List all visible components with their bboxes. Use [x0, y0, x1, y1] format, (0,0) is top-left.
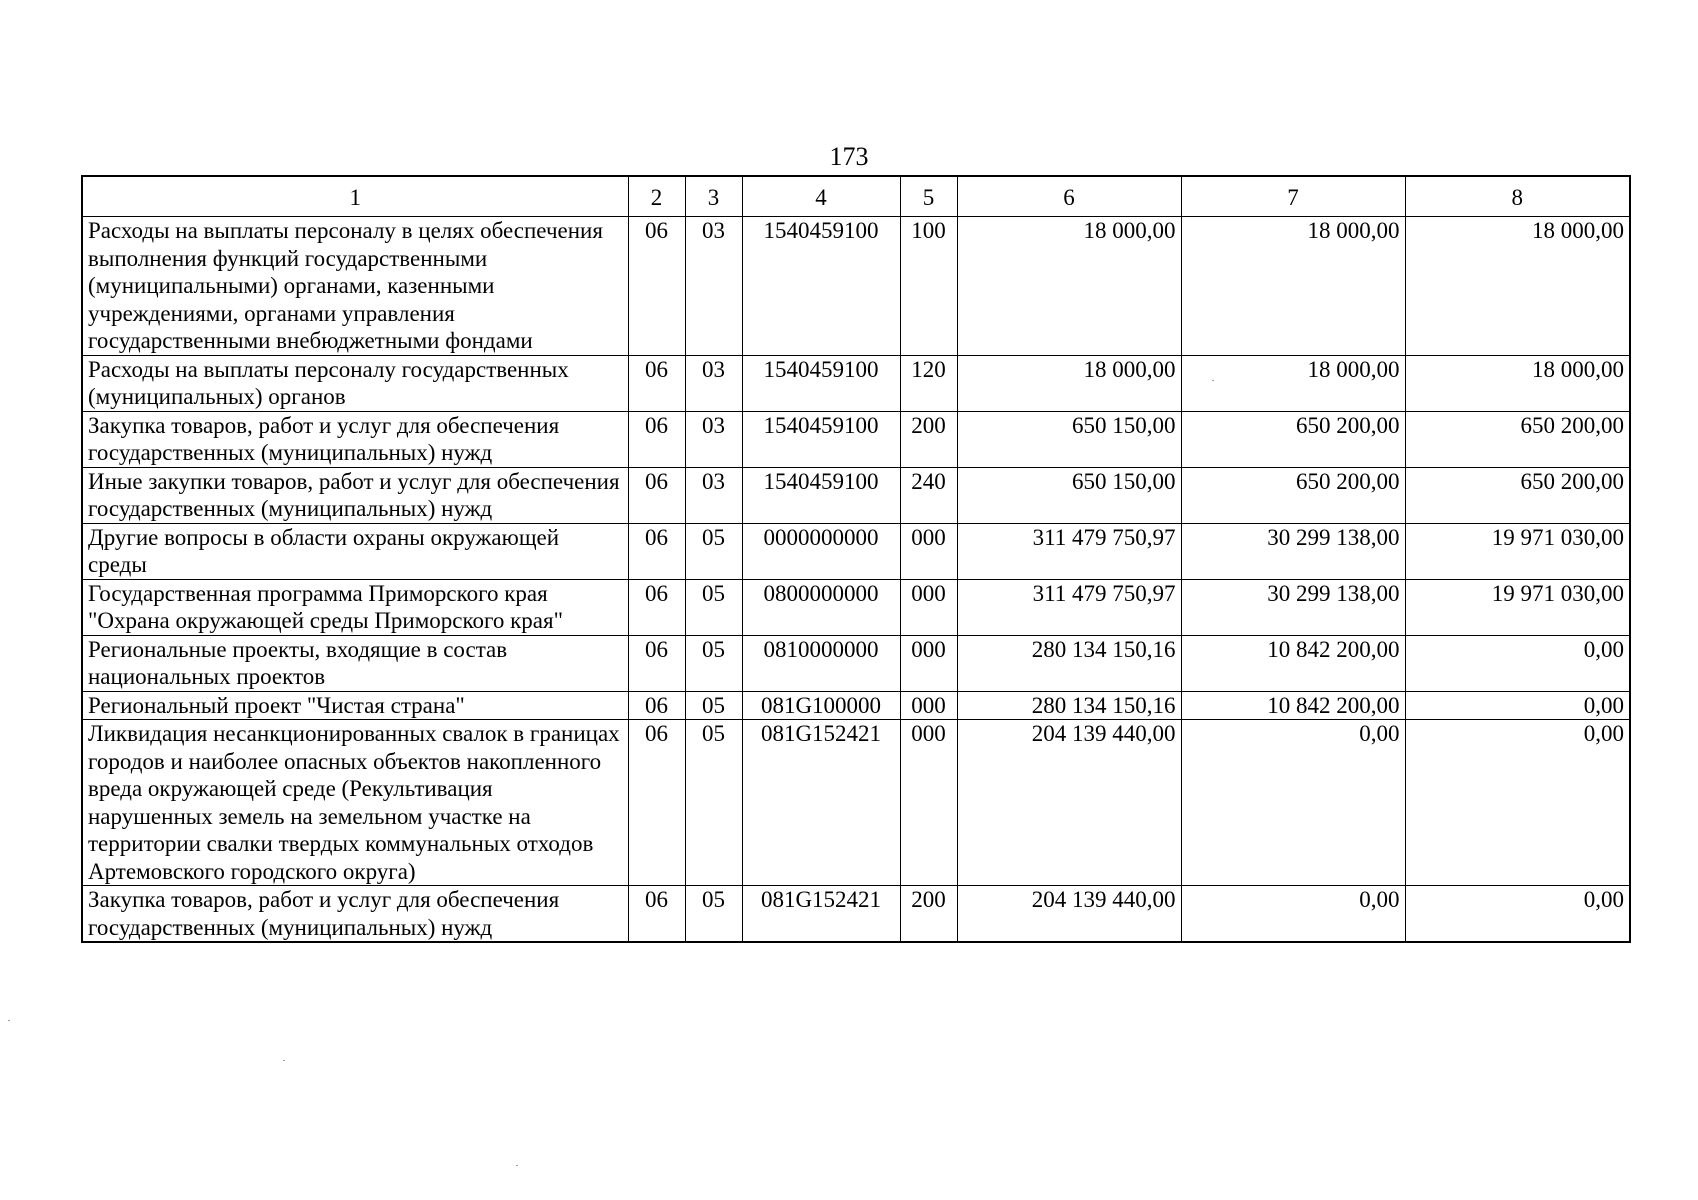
column-header: 4 [742, 176, 900, 217]
cell-amount-col8: 18 000,00 [1405, 355, 1630, 411]
cell-amount-col8: 0,00 [1405, 691, 1630, 720]
cell-target-article: 0800000000 [742, 579, 900, 635]
cell-description: Региональные проекты, входящие в состав национальных проектов [82, 635, 628, 691]
scan-speck [283, 1060, 285, 1061]
cell-section: 06 [628, 691, 685, 720]
cell-amount-col8: 0,00 [1405, 886, 1630, 943]
table-row [82, 579, 1630, 635]
cell-amount-col6: 280 134 150,16 [957, 635, 1181, 691]
column-header: 6 [957, 176, 1181, 217]
cell-description: Государственная программа Приморского края "Охрана окружающей среды Приморского края" [82, 579, 628, 635]
cell-target-article: 0810000000 [742, 635, 900, 691]
cell-expense-type: 000 [900, 635, 957, 691]
cell-amount-col7: 30 299 138,00 [1181, 579, 1405, 635]
cell-expense-type: 120 [900, 355, 957, 411]
cell-subsection: 03 [685, 217, 742, 356]
cell-description: Ликвидация несанкционированных свалок в границах городов и наиболее опасных объектов накопленного вреда окружающей среде (Рекультивация нарушенных земель на земельном участке на территории свалки твердых коммунальных отходов Артемовского городского округа) [82, 720, 628, 886]
scan-speck [516, 1165, 518, 1166]
cell-amount-col7: 10 842 200,00 [1181, 635, 1405, 691]
cell-expense-type: 100 [900, 217, 957, 356]
cell-amount-col6: 204 139 440,00 [957, 886, 1181, 943]
cell-amount-col7: 10 842 200,00 [1181, 691, 1405, 720]
cell-target-article: 081G100000 [742, 691, 900, 720]
cell-section: 06 [628, 635, 685, 691]
cell-section: 06 [628, 720, 685, 886]
cell-expense-type: 000 [900, 691, 957, 720]
cell-expense-type: 200 [900, 886, 957, 943]
budget-table [81, 175, 1631, 943]
cell-subsection: 03 [685, 355, 742, 411]
cell-amount-col7: 0,00 [1181, 720, 1405, 886]
cell-amount-col6: 311 479 750,97 [957, 523, 1181, 579]
cell-section: 06 [628, 217, 685, 356]
page-number: 173 [829, 142, 869, 171]
cell-target-article: 081G152421 [742, 886, 900, 943]
cell-section: 06 [628, 467, 685, 523]
cell-target-article: 1540459100 [742, 411, 900, 467]
column-header: 7 [1181, 176, 1405, 217]
table-row [82, 355, 1630, 411]
cell-amount-col6: 18 000,00 [957, 355, 1181, 411]
column-header: 3 [685, 176, 742, 217]
cell-subsection: 05 [685, 635, 742, 691]
cell-amount-col8: 650 200,00 [1405, 467, 1630, 523]
cell-amount-col6: 18 000,00 [957, 217, 1181, 356]
column-header: 2 [628, 176, 685, 217]
cell-subsection: 05 [685, 886, 742, 943]
cell-amount-col8: 0,00 [1405, 635, 1630, 691]
cell-expense-type: 240 [900, 467, 957, 523]
cell-section: 06 [628, 355, 685, 411]
cell-subsection: 05 [685, 720, 742, 886]
scan-speck [1212, 380, 1214, 381]
cell-amount-col8: 19 971 030,00 [1405, 523, 1630, 579]
cell-section: 06 [628, 411, 685, 467]
cell-subsection: 05 [685, 579, 742, 635]
column-header: 5 [900, 176, 957, 217]
cell-amount-col7: 30 299 138,00 [1181, 523, 1405, 579]
cell-amount-col7: 18 000,00 [1181, 217, 1405, 356]
cell-subsection: 03 [685, 467, 742, 523]
table-row [82, 886, 1630, 943]
cell-description: Расходы на выплаты персоналу государственных (муниципальных) органов [82, 355, 628, 411]
cell-description: Закупка товаров, работ и услуг для обеспечения государственных (муниципальных) нужд [82, 886, 628, 943]
table-row [82, 635, 1630, 691]
cell-description: Расходы на выплаты персоналу в целях обеспечения выполнения функций государственными (муниципальными) органами, казенными учреждениями, органами управления государственными внебюджетными фондами [82, 217, 628, 356]
cell-amount-col8: 0,00 [1405, 720, 1630, 886]
cell-amount-col8: 18 000,00 [1405, 217, 1630, 356]
cell-expense-type: 000 [900, 579, 957, 635]
column-header: 1 [82, 176, 628, 217]
cell-amount-col6: 280 134 150,16 [957, 691, 1181, 720]
cell-target-article: 1540459100 [742, 217, 900, 356]
cell-amount-col7: 650 200,00 [1181, 411, 1405, 467]
cell-amount-col8: 650 200,00 [1405, 411, 1630, 467]
cell-amount-col6: 650 150,00 [957, 467, 1181, 523]
cell-expense-type: 000 [900, 720, 957, 886]
cell-amount-col7: 650 200,00 [1181, 467, 1405, 523]
table-row [82, 217, 1630, 356]
table-row [82, 720, 1630, 886]
cell-target-article: 081G152421 [742, 720, 900, 886]
cell-amount-col6: 311 479 750,97 [957, 579, 1181, 635]
cell-target-article: 1540459100 [742, 355, 900, 411]
cell-expense-type: 000 [900, 523, 957, 579]
cell-section: 06 [628, 886, 685, 943]
table-row [82, 523, 1630, 579]
cell-target-article: 0000000000 [742, 523, 900, 579]
table-header [82, 176, 1630, 217]
cell-subsection: 05 [685, 691, 742, 720]
cell-section: 06 [628, 523, 685, 579]
column-header: 8 [1405, 176, 1630, 217]
cell-amount-col7: 0,00 [1181, 886, 1405, 943]
scan-speck [8, 1020, 10, 1021]
cell-amount-col6: 204 139 440,00 [957, 720, 1181, 886]
cell-description: Региональный проект "Чистая страна" [82, 691, 628, 720]
cell-description: Иные закупки товаров, работ и услуг для обеспечения государственных (муниципальных) нужд [82, 467, 628, 523]
cell-target-article: 1540459100 [742, 467, 900, 523]
cell-amount-col6: 650 150,00 [957, 411, 1181, 467]
cell-description: Закупка товаров, работ и услуг для обеспечения государственных (муниципальных) нужд [82, 411, 628, 467]
cell-subsection: 03 [685, 411, 742, 467]
table-body [82, 217, 1630, 943]
cell-subsection: 05 [685, 523, 742, 579]
table-row [82, 411, 1630, 467]
table-row [82, 691, 1630, 720]
cell-amount-col7: 18 000,00 [1181, 355, 1405, 411]
cell-expense-type: 200 [900, 411, 957, 467]
cell-section: 06 [628, 579, 685, 635]
cell-description: Другие вопросы в области охраны окружающей среды [82, 523, 628, 579]
table-row [82, 467, 1630, 523]
cell-amount-col8: 19 971 030,00 [1405, 579, 1630, 635]
header-row [82, 176, 1630, 217]
